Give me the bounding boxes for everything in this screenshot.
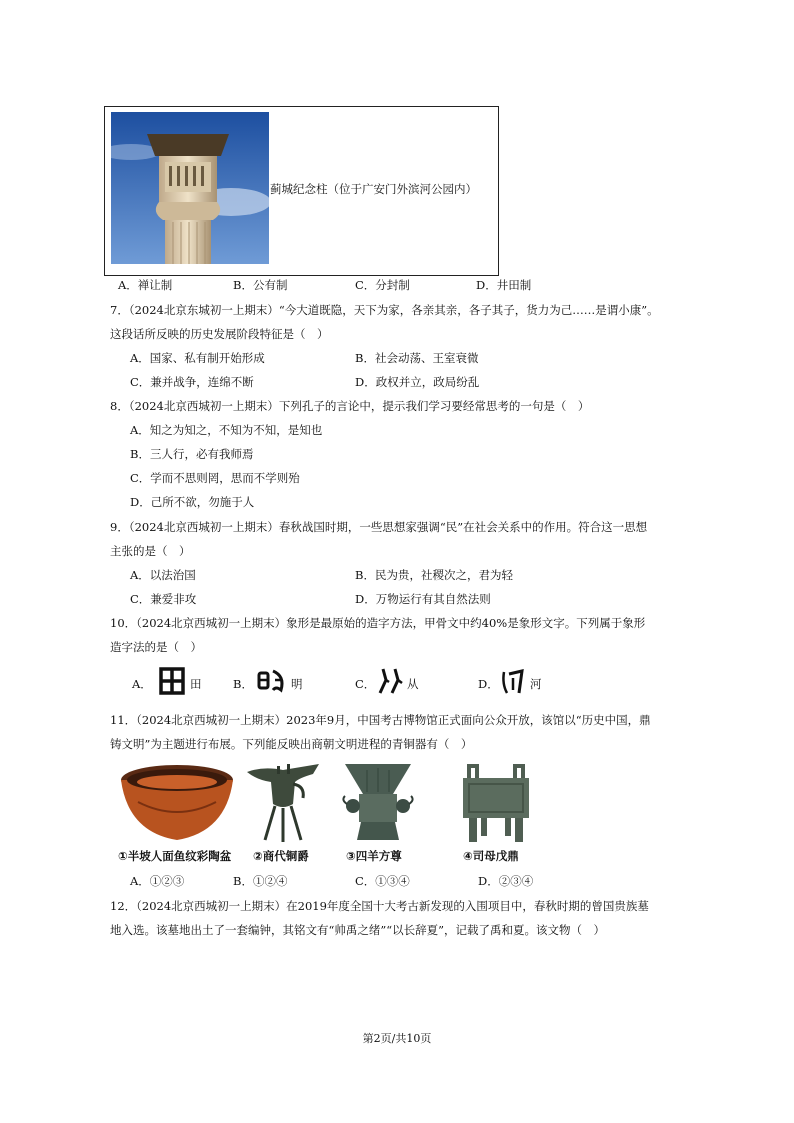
q9-option-d[interactable]: D．万物运行有其自然法则 [355,592,491,606]
q7-stem-line2: 这段话所反映的历史发展阶段特征是（ ） [110,327,329,341]
q6-option-a[interactable]: A．禅让制 [118,278,173,292]
q11-stem-line2: 铸文明”为主题进行布展。下列能反映出商朝文明进程的青铜器有（ ） [110,737,473,751]
q7-stem-line1: 7．（2024北京东城初一上期末）“今大道既隐，天下为家，各亲其亲，各子其子，货力为己……是谓小康”。 [110,303,659,317]
painted-pottery-basin-image [118,762,236,844]
q6-option-c[interactable]: C．分封制 [355,278,410,292]
q7-option-a[interactable]: A．国家、私有制开始形成 [130,351,265,365]
q7-option-d[interactable]: D．政权并立，政局纷乱 [355,375,480,389]
q9-option-a[interactable]: A．以法治国 [130,568,196,582]
four-ram-square-zun-image [337,760,419,844]
photo-caption: 蓟城纪念柱（位于广安门外滨河公园内） [270,182,477,196]
q8-option-d[interactable]: D．己所不欲，勿施于人 [130,495,255,509]
artifact-label-2: ②商代铜爵 [253,849,309,863]
q11-option-a[interactable]: A．①②③ [130,874,185,888]
q10-option-d-char: 河 [530,677,542,691]
q8-option-c[interactable]: C．学而不思则罔，思而不学则殆 [130,471,300,485]
q11-option-b[interactable]: B．①②④ [233,874,288,888]
q10-option-a-char: 田 [190,677,202,691]
q10-option-d-letter: D． [478,677,499,691]
q10-option-a-letter: A． [132,677,152,691]
shang-bronze-jue-image [243,760,323,844]
q10-stem-line1: 10．（2024北京西城初一上期末）象形是最原始的造字方法，甲骨文中约40%是象形文字。下列属于象形 [110,616,646,630]
q8-option-a[interactable]: A．知之为知之，不知为不知，是知也 [130,423,323,437]
simuwu-ding-image [455,764,537,844]
q10-option-c-char: 从 [407,677,419,691]
artifact-label-3: ③四羊方尊 [346,849,402,863]
page-footer: 第2页/共10页 [362,1032,432,1045]
q10-stem-line2: 造字法的是（ ） [110,640,202,654]
oracle-tian-glyph-icon [158,666,186,696]
q6-option-d[interactable]: D．井田制 [476,278,532,292]
q12-stem-line2: 地入选。该墓地出土了一套编钟，其铭文有“帅禹之绪”“以长辞夏”，记载了禹和夏。该文物（ ） [110,923,606,937]
q8-option-b[interactable]: B．三人行，必有我师焉 [130,447,254,461]
q7-option-b[interactable]: B．社会动荡、王室衰微 [355,351,479,365]
q10-option-b-letter: B． [233,677,253,691]
q9-stem-line2: 主张的是（ ） [110,544,191,558]
q9-option-c[interactable]: C．兼爱非攻 [130,592,197,606]
q8-stem-line1: 8．（2024北京西城初一上期末）下列孔子的言论中，提示我们学习要经常思考的一句是（ ） [110,399,590,413]
memorial-pillar-photo [111,112,269,264]
artifact-label-1: ①半坡人面鱼纹彩陶盆 [118,849,232,863]
q11-option-c[interactable]: C．①③④ [355,874,410,888]
q12-stem-line1: 12．（2024北京西城初一上期末）在2019年度全国十大考古新发现的入围项目中，春秋时期的曾国贵族墓 [110,899,649,913]
oracle-he-glyph-icon [500,666,528,696]
q9-stem-line1: 9．（2024北京西城初一上期末）春秋战国时期，一些思想家强调“民”在社会关系中的作用。符合这一思想 [110,520,648,534]
artifact-label-4: ④司母戊鼎 [463,849,519,863]
q9-option-b[interactable]: B．民为贵，社稷次之，君为轻 [355,568,513,582]
oracle-ming-glyph-icon [257,668,287,694]
oracle-cong-glyph-icon [377,666,405,696]
q11-option-d[interactable]: D．②③④ [478,874,534,888]
q6-option-b[interactable]: B．公有制 [233,278,288,292]
q10-option-b-char: 明 [291,677,303,691]
q10-option-c-letter: C． [355,677,376,691]
q7-option-c[interactable]: C．兼并战争，连绵不断 [130,375,254,389]
q11-stem-line1: 11．（2024北京西城初一上期末）2023年9月，中国考古博物馆正式面向公众开放，该馆以“历史中国，鼎 [110,713,651,727]
